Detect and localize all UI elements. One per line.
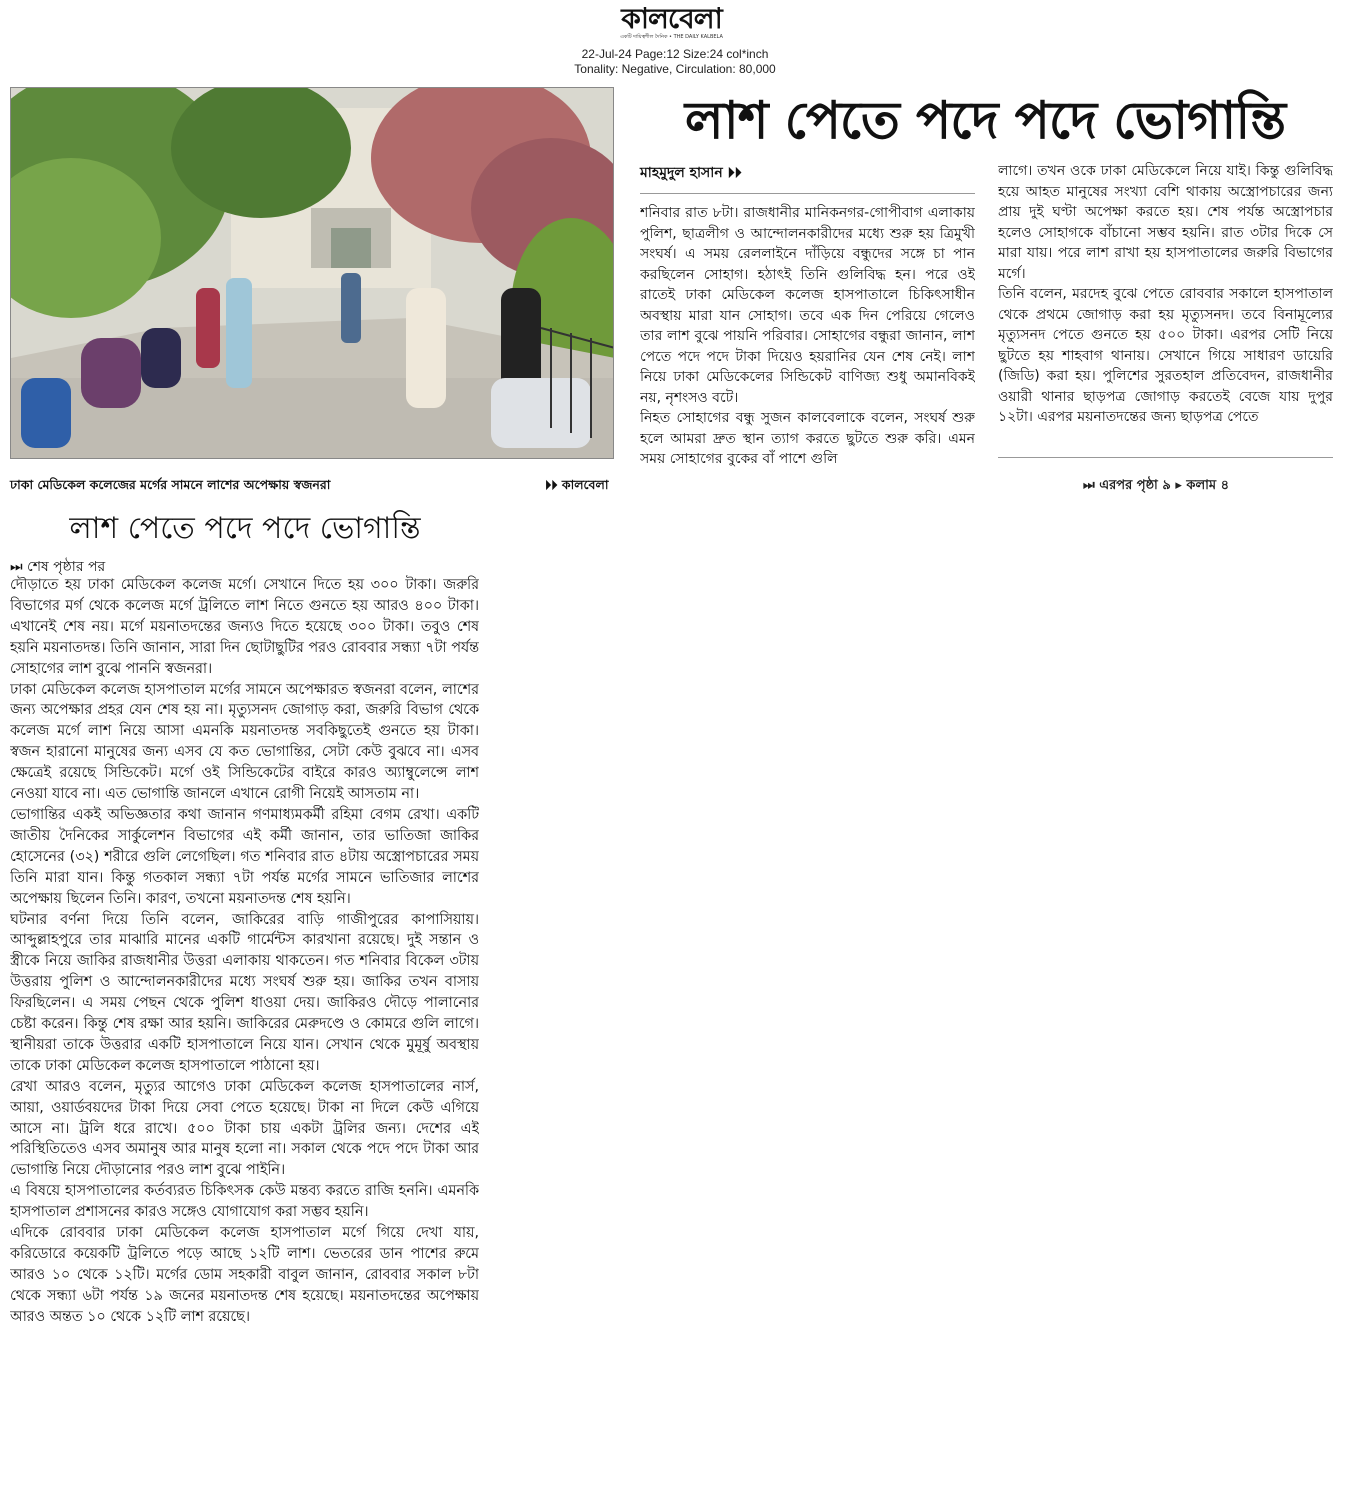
article-photo [10, 87, 614, 459]
paragraph: নিহত সোহাগের বন্ধু সুজন কালবেলাকে বলেন, সংঘর্ষ শুরু হলে আমরা দ্রুত স্থান ত্যাগ করতে ছুটতে শুরু করি। এমন সময় সোহাগের বুকের বাঁ পাশে গুলি [640, 410, 975, 467]
paragraph: রেখা আরও বলেন, মৃত্যুর আগেও ঢাকা মেডিকেল কলেজ হাসপাতালের নার্স, আয়া, ওয়ার্ডবয়দের টাকা দিয়ে সেবা পেতে হয়েছে। টাকা না দিলে কেউ এগিয়ে আসে না। ট্রলি ধরে রাখে। ৫০০ টাকা চায় একটা ট্রলির জন্য। দেশের এই পরিস্থিতিতেও এসব অমানুষ আর মানুষ হলো না। সকাল থেকে পদে পদে টাকা আর ভোগান্তি নিয়ে দৌড়ানোর পরও লাশ বুঝে পাইনি। [10, 1078, 479, 1179]
paragraph: লাগে। তখন ওকে ঢাকা মেডিকেলে নিয়ে যাই। কিন্তু গুলিবিদ্ধ হয়ে আহত মানুষের সংখ্যা বেশি থাকায় অস্ত্রোপচারের জন্য প্রায় দুই ঘণ্টা অপেক্ষা করতে হয়। শেষ পর্যন্ত অস্ত্রোপচার হলেও সোহাগকে বাঁচানো সম্ভব হয়নি। রাত ৩টার দিকে সে মারা যায়। পরে লাশ রাখা হয় হাসপাতালের জরুরি বিভাগের মর্গে। [998, 163, 1333, 282]
article-column-2 [998, 161, 1333, 458]
paragraph: দৌড়াতে হয় ঢাকা মেডিকেল কলেজ মর্গে। সেখানে দিতে হয় ৩০০ টাকা। জরুরি বিভাগের মর্গ থেকে কলেজ মর্গে ট্রলিতে লাশ নিতে গুনতে হয় আরও ৪০০ টাকা। এখানেই শেষ নয়। মর্গে ময়নাতদন্তের জন্যও দিতে হয়েছে ৩০০ টাকা। তবুও শেষ হয়নি ময়নাতদন্ত। তিনি জানান, সারা দিন ছোটাছুটির পরও রোববার সন্ধ্যা ৭টা পর্যন্ত সোহাগের লাশ বুঝে পাননি স্বজনরা। [10, 577, 479, 677]
photo-caption: ঢাকা মেডিকেল কলেজের মর্গের সামনে লাশের অপেক্ষায় স্বজনরা [10, 477, 331, 492]
paragraph: ঘটনার বর্ণনা দিয়ে তিনি বলেন, জাকিরের বাড়ি গাজীপুরের কাপাসিয়ায়। আব্দুল্লাহপুরে তার মাঝারি মানের একটি গার্মেন্টস কারখানা রয়েছে। দুই সন্তান ও স্ত্রীকে নিয়ে জাকির রাজধানীর উত্তরা এলাকায় থাকতেন। গত শনিবার বিকেল ৩টায় উত্তরায় পুলিশ ও আন্দোলনকারীদের মধ্যে সংঘর্ষ শুরু হয়। জাকির তখন বাসায় ফিরছিলেন। এ সময় পেছন থেকে পুলিশ ধাওয়া দেয়। জাকিরও দৌড়ে পালানোর চেষ্টা করেন। কিন্তু শেষ রক্ষা আর হয়নি। জাকিরের মেরুদণ্ডে ও কোমরে গুলি লাগে। স্থানীয়রা তাকে উত্তরার একটি হাসপাতালে নিয়ে যান। সেখান থেকে মুমূর্ষু অবস্থায় তাকে ঢাকা মেডিকেল কলেজ হাসপাতালে পাঠানো হয়। [10, 911, 479, 1074]
logo-tagline: একটি দায়িত্বশীল দৈনিক • THE DAILY KALBELA [620, 34, 723, 40]
paragraph: এ বিষয়ে হাসপাতালের কর্তব্যরত চিকিৎসক কেউ মন্তব্য করতে রাজি হননি। এমনকি হাসপাতাল প্রশাসনের কারও সঙ্গেও যোগাযোগ করা সম্ভব হয়নি। [10, 1183, 479, 1221]
paragraph: ভোগান্তির একই অভিজ্ঞতার কথা জানান গণমাধ্যমকর্মী রহিমা বেগম রেখা। একটি জাতীয় দৈনিকের সার্কুলেশন বিভাগের এই কর্মী জানান, তার ভাতিজা জাকির হোসেনের (৩২) শরীরে গুলি লেগেছিল। গত শনিবার রাত ৪টায় অস্ত্রোপচারের সময় তিনি মারা যান। কিন্তু গতকাল সন্ধ্যা ৭টা পর্যন্ত মর্গের সামনে ভাতিজার লাশের অপেক্ষায় ছিলেন তিনি। কারণ, তখনো ময়নাতদন্ত শেষ হয়নি। [10, 806, 479, 907]
newspaper-logo [604, 4, 739, 40]
continuation-reference: ⏭ এরপর পৃষ্ঠা ৯ ▸ কলাম ৪ [1083, 478, 1230, 493]
paragraph: শনিবার রাত ৮টা। রাজধানীর মানিকনগর-গোপীবাগ এলাকায় পুলিশ, ছাত্রলীগ ও আন্দোলনকারীদের মধ্যে শুরু হয় ত্রিমুখী সংঘর্ষ। এ সময় রেললাইনে দাঁড়িয়ে বন্ধুদের সঙ্গে চা পান করছিলেন সোহাগ। হঠাৎই তিনি গুলিবিদ্ধ হন। পরে ওই রাতেই ঢাকা মেডিকেল কলেজ হাসপাতালে চিকিৎসাধীন অবস্থায় মারা যান সোহাগ। তবে এক দিন পেরিয়ে গেলেও তার লাশ বুঝে পায়নি পরিবার। সোহাগের বন্ধুরা জানান, লাশ পেতে পদে পদে টাকা দিয়েও হয়রানির যেন শেষ নেই। লাশ নিয়ে ঢাকা মেডিকেলের সিন্ডিকেট বাণিজ্য শুধু অমানবিকই নয়, নৃশংসও বটে। [640, 205, 975, 406]
photo-credit: ⏵⏵ কালবেলা [545, 477, 609, 492]
continuation-label: ⏭ শেষ পৃষ্ঠার পর [10, 559, 106, 575]
continuation-headline: লাশ পেতে পদে পদে ভোগান্তি [69, 511, 421, 546]
logo-text: কালবেলা [621, 2, 722, 35]
meta-date-page: 22-Jul-24 Page:12 Size:24 col*inch [581, 47, 769, 61]
article-column-continuation [10, 575, 479, 1455]
clipping-meta [500, 47, 850, 77]
byline: মাহমুদুল হাসান ⏵⏵ [640, 161, 975, 194]
paragraph: ঢাকা মেডিকেল কলেজ হাসপাতাল মর্গের সামনে অপেক্ষারত স্বজনরা বলেন, লাশের জন্য অপেক্ষার প্রহর যেন শেষ হয় না। মৃত্যুসনদ জোগাড় করা, জরুরি বিভাগ থেকে কলেজ মর্গে লাশ নিয়ে আসা এমনকি ময়নাতদন্ত সবকিছুতেই গুনতে হয় টাকা। স্বজন হারানো মানুষের জন্য এসব যে কত ভোগান্তির, সেটা কেউ বুঝবে না। এসব ক্ষেত্রেই রয়েছে সিন্ডিকেট। মর্গে ওই সিন্ডিকেটের বাইরে কারও অ্যাম্বুলেন্সে লাশ নেওয়া যাবে না। এত ভোগান্তি জানলে এখানে রোগী নিয়েই আসতাম না। [10, 681, 479, 803]
meta-tonality: Tonality: Negative, Circulation: 80,000 [574, 62, 776, 76]
paragraph: এদিকে রোববার ঢাকা মেডিকেল কলেজ হাসপাতাল মর্গে গিয়ে দেখা যায়, করিডোরে কয়েকটি ট্রলিতে পড়ে আছে ১২টি লাশ। ভেতরের ডান পাশের রুমে আরও ১০ থেকে ১২টি। মর্গের ডোম সহকারী বাবুল জানান, রোববার সকাল ৮টা থেকে সন্ধ্যা ৬টা পর্যন্ত ১৯ জনের ময়নাতদন্ত শেষ হয়েছে। ময়নাতদন্তের অপেক্ষায় আরও অন্তত ১০ থেকে ১২টি লাশ রয়েছে। [10, 1225, 479, 1325]
headline: লাশ পেতে পদে পদে ভোগান্তি [684, 91, 1286, 151]
paragraph: তিনি বলেন, মরদেহ বুঝে পেতে রোববার সকালে হাসপাতাল থেকে প্রথমে জোগাড় করা হয় মৃত্যুসনদ। তবে বিনামূল্যের মৃত্যুসনদ পেতে গুনতে হয় ৫০০ টাকা। এরপর সেটি নিয়ে ছুটতে হয় শাহবাগ থানায়। সেখানে গিয়ে সাধারণ ডায়েরি (জিডি) করা হয়। পুলিশের সুরতহাল প্রতিবেদন, রাজধানীর ওয়ারী থানার ছাড়পত্র জোগাড় করতেই বেজে যায় দুপুর ১২টা। এরপর ময়নাতদন্তের জন্য ছাড়পত্র পেতে [998, 286, 1333, 425]
article-column-1 [640, 203, 975, 493]
